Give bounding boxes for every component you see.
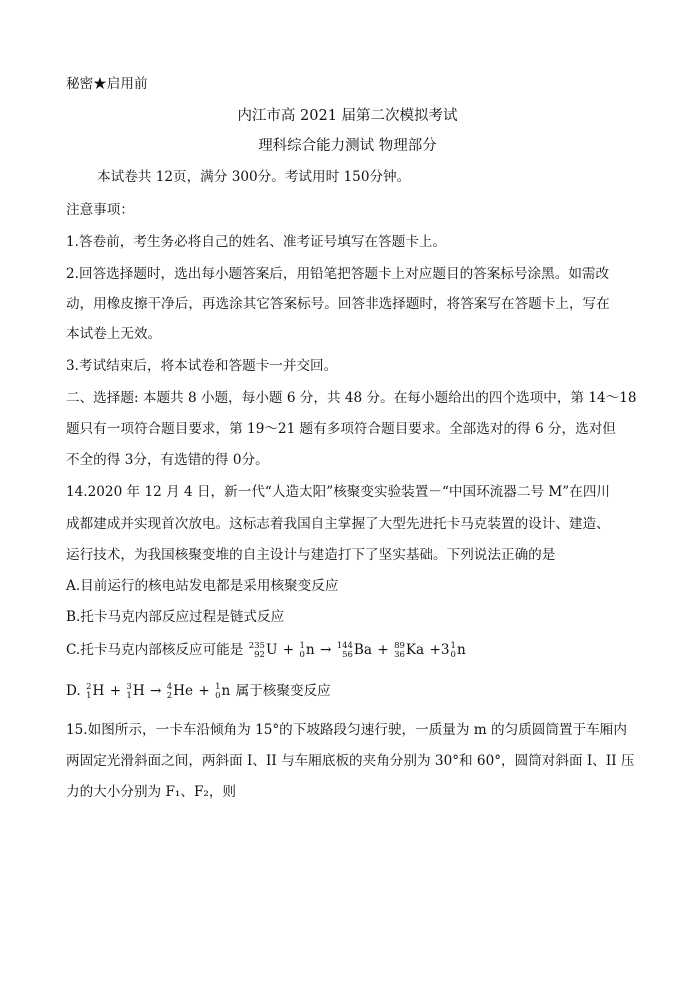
note-line: 动，用橡皮擦干净后，再选涂其它答案标号。回答非选择题时，将答案写在答题卡上，写在 <box>66 296 610 312</box>
nuclide-helium: 4 2 He <box>166 681 194 701</box>
q15-stem-line: 15.如图所示，一卡车沿倾角为 15°的下坡路段匀速行驶，一质量为 m 的匀质圆筒置于车厢内 <box>66 722 627 738</box>
q14-option-d: D. 2 1 H + 3 1 H → 4 2 He + 1 0 n 属于核聚变反应 <box>66 681 331 701</box>
exam-subtitle: 理科综合能力测试 物理部分 <box>258 138 437 154</box>
nuclide-neutron: 1 0 n <box>215 681 231 701</box>
option-d-prefix: D. <box>66 683 81 699</box>
note-line: 1.答卷前，考生务必将自己的姓名、准考证号填写在答题卡上。 <box>66 234 446 250</box>
nuclide-neutron: 1 0 n <box>299 640 315 660</box>
reaction-arrow: → <box>319 642 332 658</box>
option-d-suffix: 属于核聚变反应 <box>235 683 331 699</box>
nuclide-ka: 89 36 Ka <box>394 640 425 660</box>
nuclide-uranium: 235 92 U <box>248 640 278 660</box>
nuclide-neutron: 1 0 n <box>450 640 466 660</box>
note-line: 本试卷上无效。 <box>66 326 162 342</box>
note-line: 3.考试结束后，将本试卷和答题卡一并交回。 <box>66 358 338 374</box>
q14-stem-line: 运行技术，为我国核聚变堆的自主设计与建造打下了坚实基础。下列说法正确的是 <box>66 547 556 563</box>
section-line: 二、选择题: 本题共 8 小题，每小题 6 分，共 48 分。在每小题给出的四个选项中，第 14～18 <box>66 390 637 406</box>
q14-option-a: A.目前运行的核电站发电都是采用核聚变反应 <box>66 578 339 594</box>
notes-heading: 注意事项： <box>66 202 134 218</box>
nuclide-tritium: 3 1 H <box>126 681 145 701</box>
note-line: 2.回答选择题时，选出每小题答案后，用铅笔把答题卡上对应题目的答案标号涂黑。如需改 <box>66 266 610 282</box>
option-c-prefix: C.托卡马克内部核反应可能是 <box>66 642 244 658</box>
q14-stem-line: 14.2020 年 12 月 4 日，新一代“人造太阳”核聚变实验装置－“中国环流器二号 M”在四川 <box>66 484 611 500</box>
q15-stem-line: 力的大小分别为 F₁、F₂，则 <box>66 784 237 800</box>
q15-stem-line: 两固定光滑斜面之间，两斜面 I、II 与车厢底板的夹角分别为 30°和 60°，圆筒对斜面 I、II 压 <box>66 753 635 769</box>
confidential-label: 秘密★启用前 <box>66 76 148 92</box>
q14-option-c: C.托卡马克内部核反应可能是 235 92 U + 1 0 n → 144 56 Ba + 89 36 Ka +3 1 0 n <box>66 640 466 660</box>
q14-option-b: B.托卡马克内部反应过程是链式反应 <box>66 609 285 625</box>
exam-title: 内江市高 2021 届第二次模拟考试 <box>237 108 458 124</box>
nuclide-barium: 144 56 Ba <box>336 640 373 660</box>
q14-stem-line: 成都建成并实现首次放电。这标志着我国自主掌握了大型先进托卡马克装置的设计、建造、 <box>66 516 610 532</box>
reaction-arrow: → <box>150 683 162 699</box>
section-line: 题只有一项符合题目要求，第 19～21 题有多项符合题目要求。全部选对的得 6 分，选对但 <box>66 421 616 437</box>
section-line: 不全的得 3分，有选错的得 0分。 <box>66 452 269 468</box>
nuclide-deuterium: 2 1 H <box>86 681 105 701</box>
intro-text: 本试卷共 12页，满分 300分。考试用时 150分钟。 <box>97 169 411 185</box>
